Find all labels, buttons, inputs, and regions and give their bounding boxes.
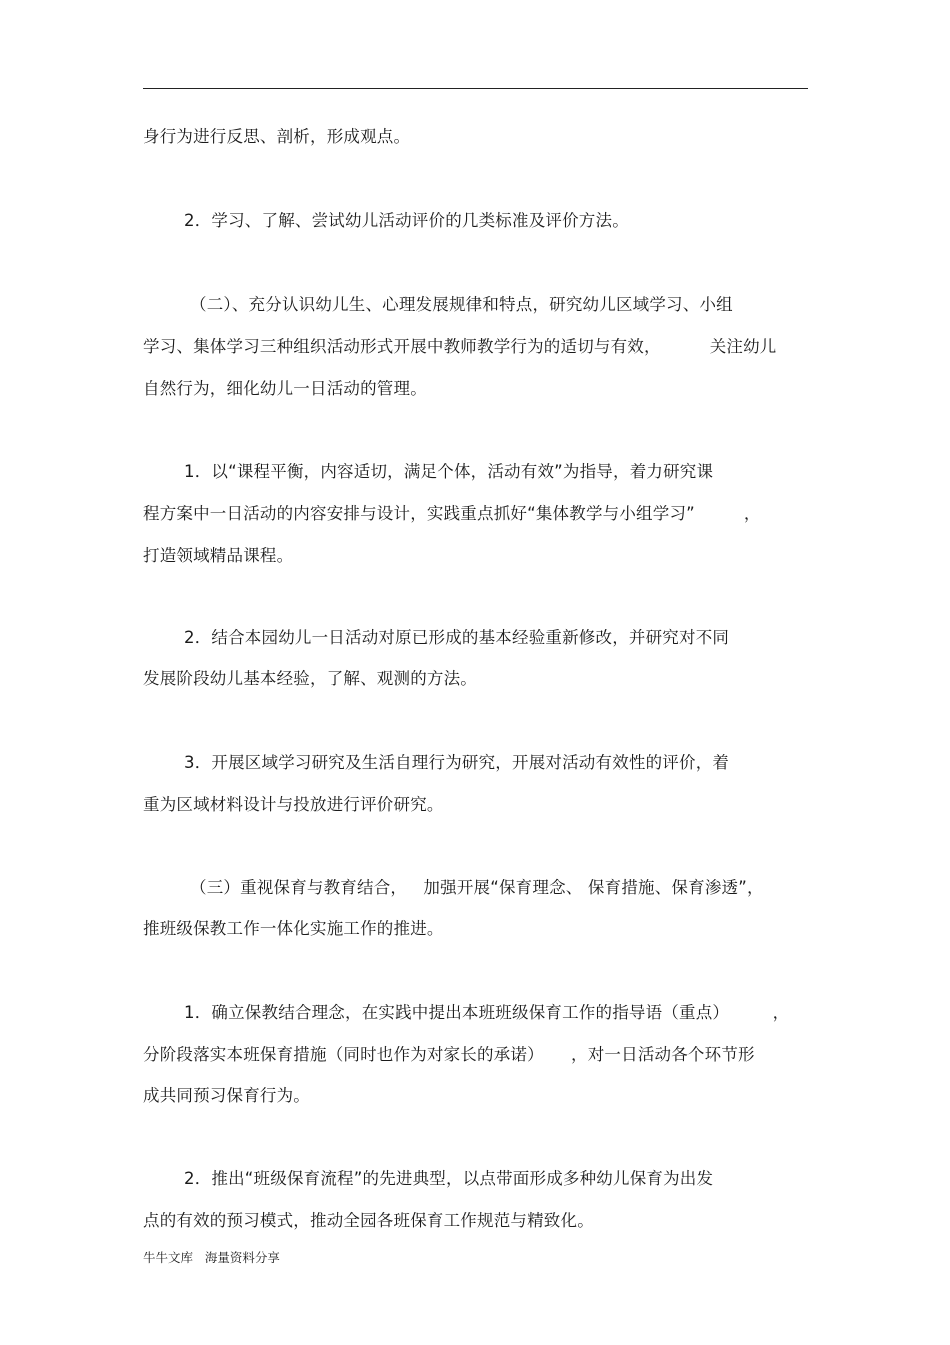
paragraph-line: 身行为进行反思、剖析，形成观点。 (143, 127, 411, 146)
paragraph-line: 重为区域材料设计与投放进行评价研究。 (143, 795, 444, 814)
paragraph-line: 自然行为，细化幼儿一日活动的管理。 (143, 379, 427, 398)
paragraph-line: 打造领域精品课程。 (143, 546, 294, 565)
paragraph-line: （二）、充分认识幼儿生、心理发展规律和特点，研究幼儿区域学习、小组 (190, 295, 733, 314)
paragraph-line: 发展阶段幼儿基本经验，了解、观测的方法。 (143, 669, 477, 688)
paragraph-line: 点的有效的预习模式，推动全园各班保育工作规范与精致化。 (143, 1211, 594, 1230)
paragraph-line: （三）重视保育与教育结合， 加强开展“保育理念、 保育措施、保育渗透”， (190, 878, 764, 897)
paragraph-line: 2．结合本园幼儿一日活动对原已形成的基本经验重新修改，并研究对不同 (184, 628, 730, 647)
paragraph-line: 1．确立保教结合理念，在实践中提出本班班级保育工作的指导语（重点） ， (184, 1003, 790, 1022)
footer-text: 牛牛文库 海量资料分享 (143, 1250, 280, 1265)
paragraph-line: 学习、集体学习三种组织活动形式开展中教师教学行为的适切与有效， 关注幼儿 (143, 337, 777, 356)
paragraph-line: 分阶段落实本班保育措施（同时也作为对家长的承诺） ，对一日活动各个环节形 (143, 1045, 755, 1064)
paragraph-line: 推班级保教工作一体化实施工作的推进。 (143, 919, 444, 938)
paragraph-line: 2．推出“班级保育流程”的先进典型，以点带面形成多种幼儿保育为出发 (184, 1169, 714, 1188)
paragraph-line: 程方案中一日活动的内容安排与设计，实践重点抓好“集体教学与小组学习” ， (143, 504, 761, 523)
paragraph-line: 成共同预习保育行为。 (143, 1086, 310, 1105)
paragraph-line: 2．学习、了解、尝试幼儿活动评价的几类标准及评价方法。 (184, 211, 629, 230)
paragraph-line: 1．以“课程平衡，内容适切，满足个体，活动有效”为指导，着力研究课 (184, 462, 714, 481)
header-rule (143, 88, 808, 89)
paragraph-line: 3．开展区域学习研究及生活自理行为研究，开展对活动有效性的评价，着 (184, 753, 730, 772)
